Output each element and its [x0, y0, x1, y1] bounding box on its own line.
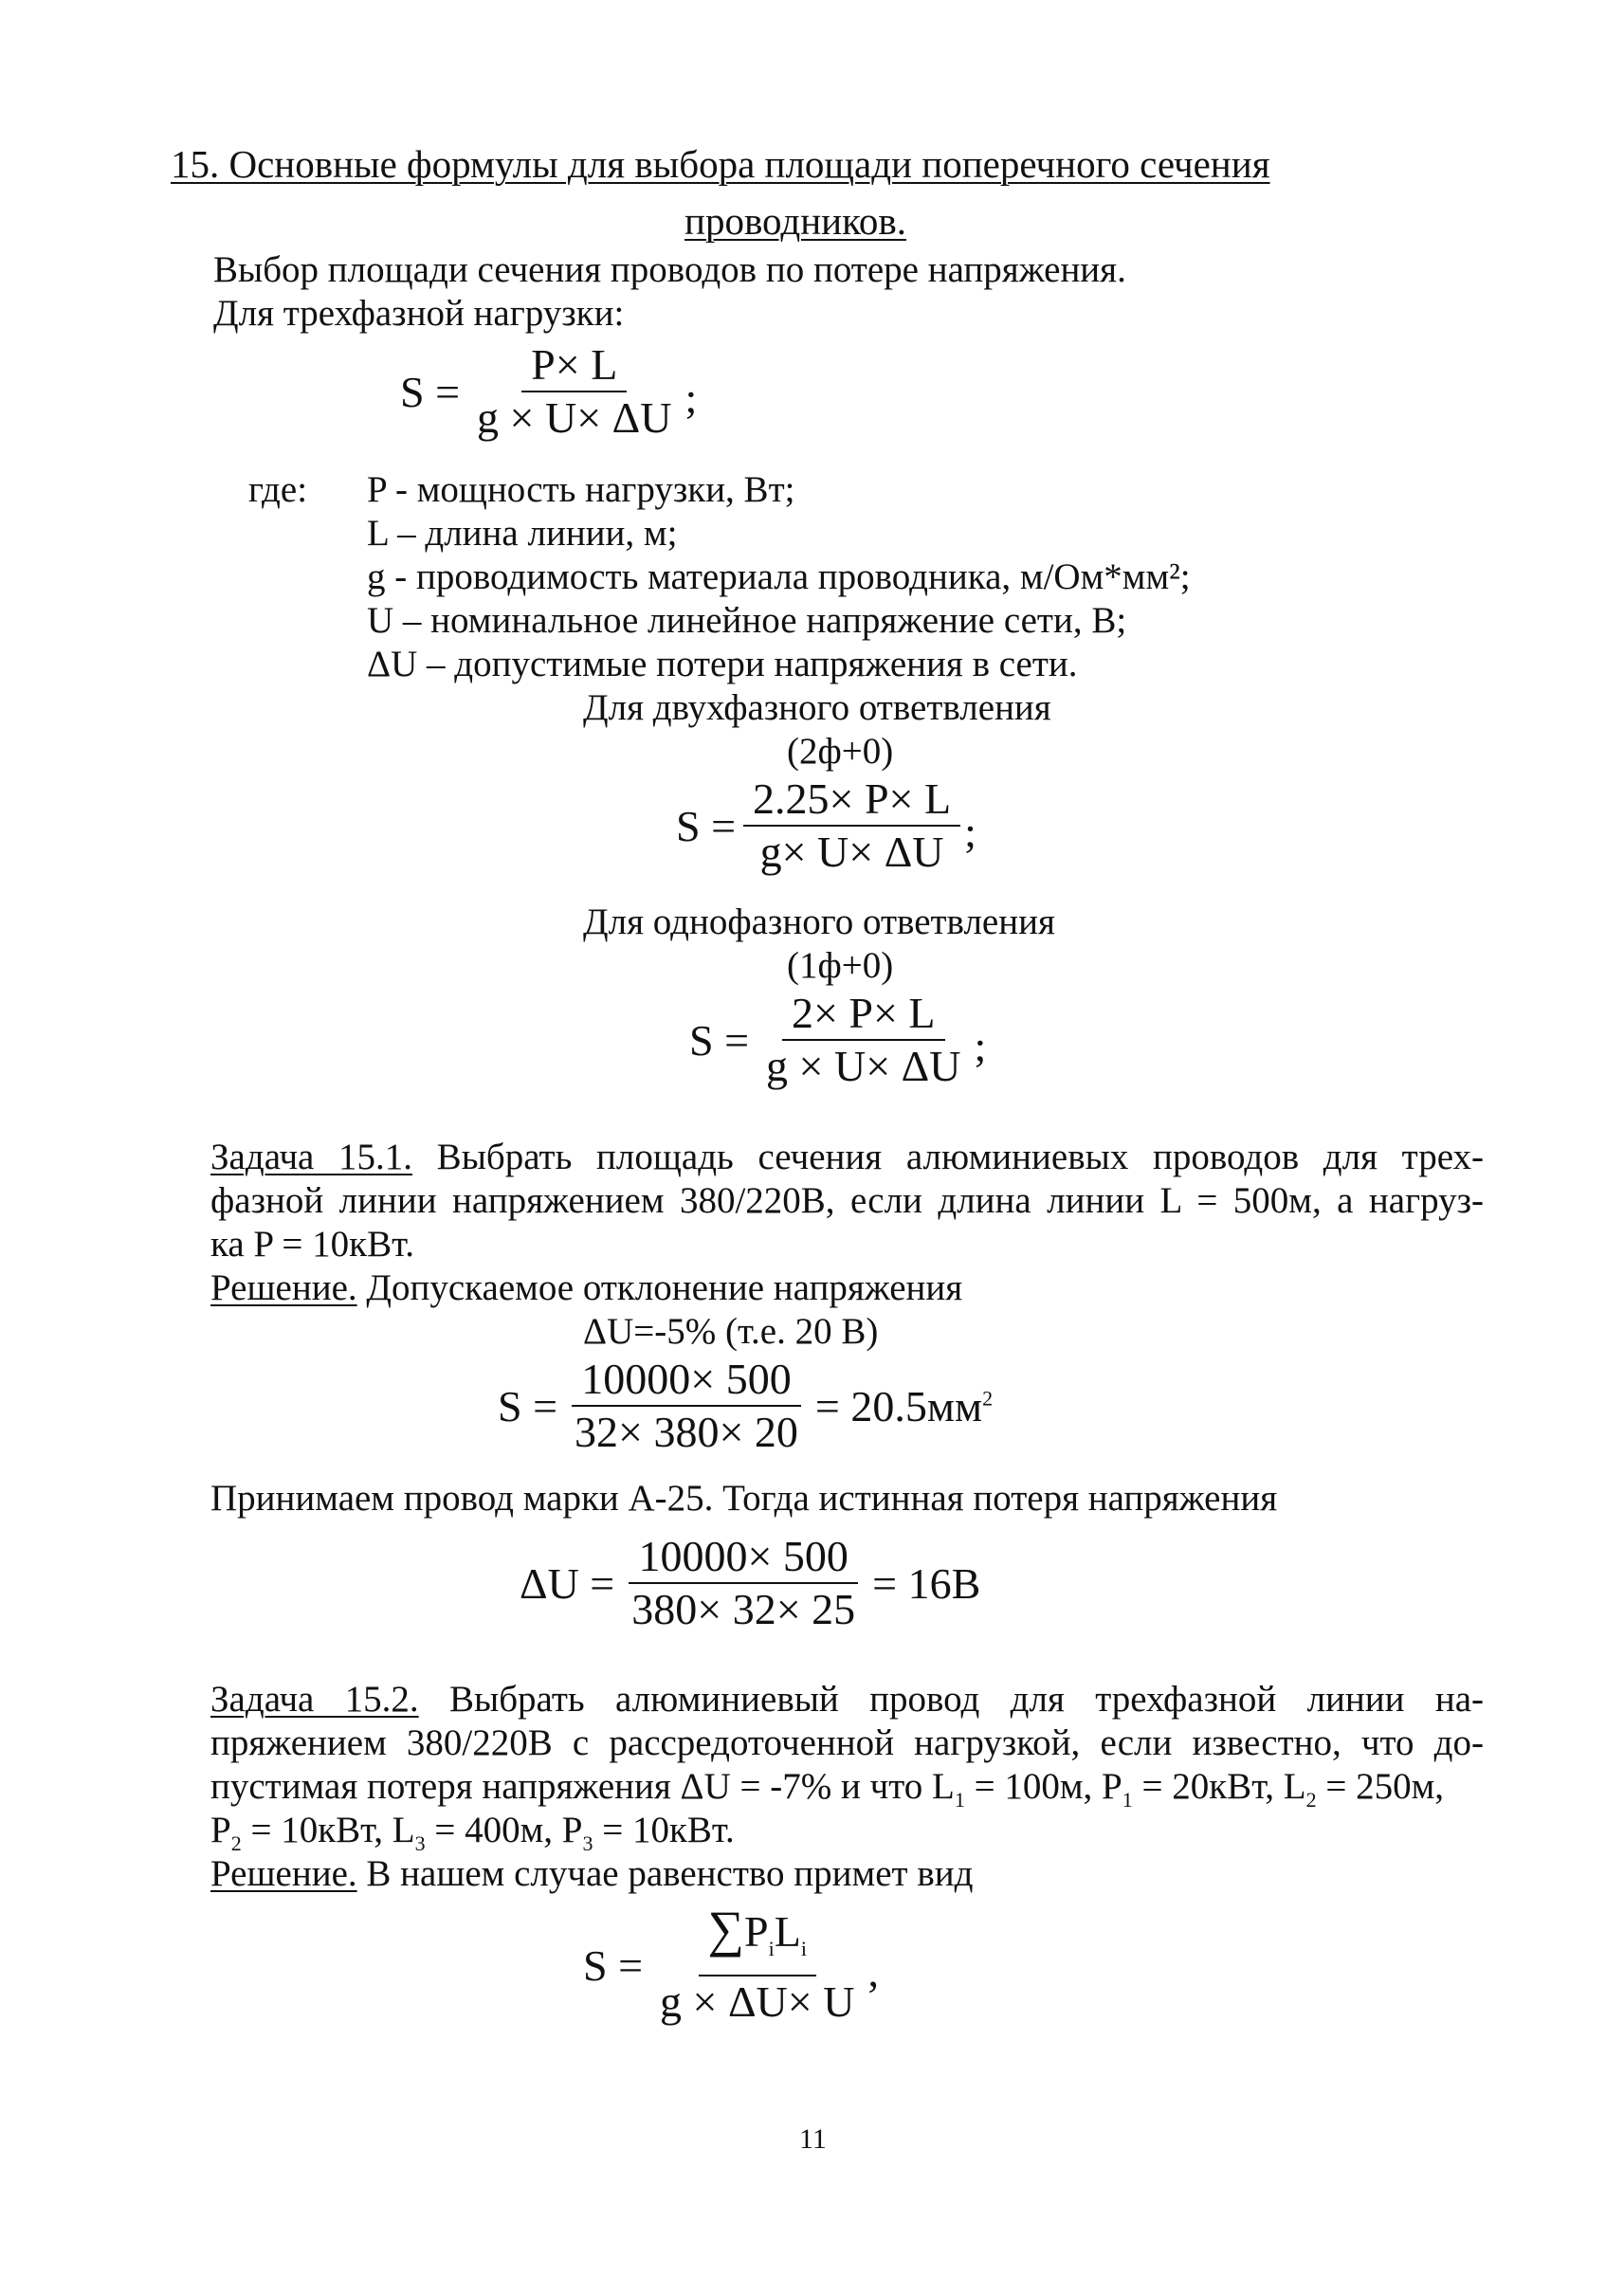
subscript: 1: [1122, 1787, 1133, 1812]
task1-deviation: ΔU=-5% (т.е. 20 В): [583, 1311, 879, 1352]
task1-solution: [210, 1266, 962, 1310]
task1-solution-label: Решение.: [210, 1267, 357, 1308]
formula-lhs: S =: [400, 367, 461, 416]
formula-tail: ;: [974, 1021, 987, 1070]
formula-result: = 16В: [872, 1558, 981, 1608]
task2-line3-part: = 20кВт, L: [1132, 1766, 1306, 1807]
one-phase-heading: Для однофазного ответвления: [583, 902, 1055, 942]
legend-item: L – длина линии, м;: [367, 513, 678, 554]
task2-solution-text: В нашем случае равенство примет вид: [356, 1853, 974, 1894]
task2-line1: [210, 1678, 1484, 1721]
task1-line1-text: Выбрать площадь сечения алюминиевых проводов для трех-: [412, 1137, 1484, 1177]
two-phase-sub: (2ф+0): [787, 731, 894, 772]
task2-line2: пряжением 380/220В с рассредоточенной нагрузкой, если известно, что до-: [210, 1722, 1484, 1763]
legend-item: g - проводимость материала проводника, м/Ом*мм²;: [367, 556, 1191, 597]
formula-numerator: 2× P× L: [782, 990, 945, 1041]
task2-solution: [210, 1852, 973, 1896]
subscript: 2: [230, 1831, 242, 1855]
formula-task1-area: [498, 1356, 993, 1456]
task1-accept: Принимаем провод марки А-25. Тогда истинная потеря напряжения: [210, 1478, 1278, 1519]
two-phase-heading: Для двухфазного ответвления: [583, 687, 1051, 728]
task2-line3-part: пустимая потеря напряжения ΔU = -7% и что L: [210, 1766, 955, 1807]
intro-line2: Для трехфазной нагрузки:: [213, 293, 625, 334]
formula-numerator: 2.25× P× L: [743, 775, 960, 827]
task2-line3-part: = 250м,: [1316, 1766, 1445, 1807]
formula-three-phase: [400, 341, 697, 442]
task2-line1-text: Выбрать алюминиевый провод для трехфазной линии на-: [418, 1679, 1484, 1720]
formula-denominator: g × U× ΔU: [477, 393, 672, 442]
formula-lhs: ΔU =: [520, 1558, 615, 1608]
formula-two-phase: [676, 775, 976, 876]
task1-line1: [210, 1136, 1484, 1179]
formula-result: = 20.5мм: [814, 1381, 983, 1430]
formula-denominator: g × U× ΔU: [766, 1042, 961, 1090]
formula-result-exponent: 2: [982, 1386, 994, 1411]
formula-one-phase: [689, 990, 986, 1090]
formula-task2-area: [583, 1901, 879, 2027]
sum-symbol: ∑: [707, 1901, 744, 1958]
numerator-var: L: [774, 1907, 801, 1956]
formula-numerator: 10000× 500: [572, 1356, 800, 1407]
task2-label: Задача 15.2.: [210, 1679, 419, 1720]
legend-where: где:: [248, 469, 308, 510]
task1-solution-text: Допускаемое отклонение напряжения: [356, 1267, 963, 1308]
formula-denominator: 380× 32× 25: [631, 1585, 856, 1633]
formula-tail: ;: [964, 807, 976, 856]
subscript: i: [768, 1937, 775, 1961]
one-phase-sub: (1ф+0): [787, 945, 894, 986]
formula-tail: ;: [684, 373, 698, 422]
task1-line3: ка P = 10кВт.: [210, 1224, 414, 1265]
task2-solution-label: Решение.: [210, 1853, 357, 1894]
subscript: i: [800, 1937, 807, 1961]
formula-lhs: S =: [583, 1941, 644, 1991]
formula-task1-voltage-loss: [520, 1533, 980, 1633]
task1-label: Задача 15.1.: [210, 1137, 413, 1177]
formula-denominator: g × ΔU× U: [660, 1977, 855, 2027]
formula-lhs: S =: [689, 1015, 750, 1065]
formula-denominator: g× U× ΔU: [759, 828, 944, 876]
subscript: 1: [954, 1787, 965, 1812]
formula-tail: ,: [867, 1947, 879, 1996]
legend-item: U – номинальное линейное напряжение сети, В;: [367, 600, 1127, 641]
numerator-var: P: [744, 1907, 769, 1956]
subscript: 3: [582, 1831, 593, 1855]
page-number: 11: [799, 2123, 827, 2155]
subscript: 3: [414, 1831, 426, 1855]
task1-line2: фазной линии напряжением 380/220В, если длина линии L = 500м, а нагруз-: [210, 1180, 1484, 1221]
task2-line4-part: = 10кВт, L: [241, 1810, 415, 1850]
legend-item: P - мощность нагрузки, Вт;: [367, 469, 795, 510]
formula-lhs: S =: [498, 1381, 558, 1430]
formula-denominator: 32× 380× 20: [575, 1408, 798, 1456]
formula-lhs: S =: [676, 801, 737, 850]
formula-numerator: [699, 1901, 816, 1976]
formula-numerator: 10000× 500: [629, 1533, 857, 1584]
subscript: 2: [1305, 1787, 1317, 1812]
task2-line4-part: = 400м, P: [425, 1810, 583, 1850]
intro-line1: Выбор площади сечения проводов по потере напряжения.: [213, 249, 1126, 290]
section-title-line1: 15. Основные формулы для выбора площади поперечного сечения: [171, 142, 1270, 186]
task2-line3-part: = 100м, P: [964, 1766, 1122, 1807]
legend-item: ΔU – допустимые потери напряжения в сети.: [367, 644, 1078, 684]
section-title-line2: проводников.: [684, 199, 907, 243]
formula-numerator: P× L: [521, 341, 627, 392]
task2-line4-part: P: [210, 1810, 231, 1850]
task2-line4-part: = 10кВт.: [593, 1810, 735, 1850]
